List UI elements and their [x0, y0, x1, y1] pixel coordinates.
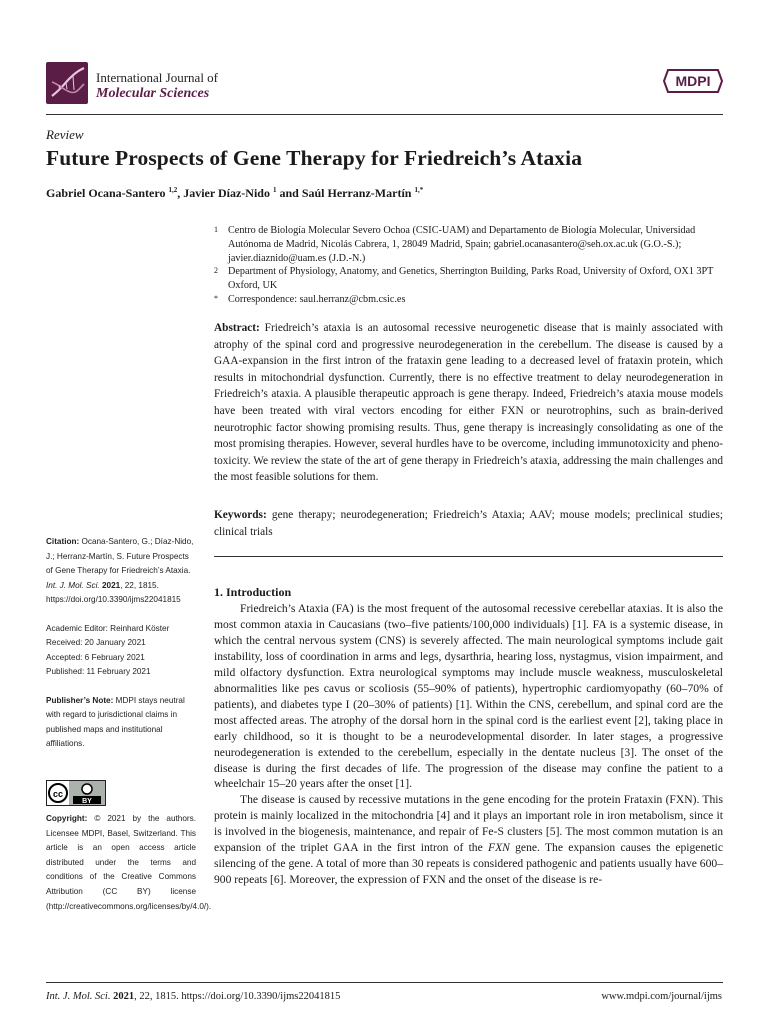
paragraph-text: gene. The expansion causes the epigenetic silencing of the gene. A total of more than 30 repeats is considered pathogenic and patients usually have 600–900 repeats [6]. Moreover, the expression of FXN and the onset of the disease is re- — [214, 841, 723, 887]
affiliation-item — [214, 224, 724, 265]
affiliation-text: Correspondence: saul.herranz@cbm.csic.es — [228, 293, 406, 305]
author-list — [46, 186, 726, 201]
journal-logo — [46, 62, 88, 104]
footer-journal-url[interactable]: www.mdpi.com/journal/ijms — [601, 991, 722, 1002]
journal-name-line2: Molecular Sciences — [96, 86, 210, 101]
affiliation-text: Department of Physiology, Anatomy, and Genetics, Sherrington Building, Parks Road, University of Oxford, OX1 3PT Oxford, UK — [228, 266, 714, 292]
publisher-note — [46, 694, 196, 752]
introduction-body — [214, 601, 723, 888]
article-type: Review — [46, 127, 84, 142]
author-1-affil: 1,2 — [168, 186, 178, 194]
keywords-text: gene therapy; neurodegeneration; Friedreich’s Ataxia; AAV; mouse models; preclinical studies; clinical trials — [214, 509, 723, 538]
author-2-affil: 1 — [272, 186, 277, 194]
mdpi-logo-text: MDPI — [675, 73, 711, 89]
affiliation-mark: 2 — [214, 266, 218, 276]
received-date: Received: 20 January 2021 — [46, 638, 146, 647]
abstract-text: Friedreich’s ataxia is an autosomal recessive neurogenetic disease that is mainly associated with atrophy of the spinal cord and progressive neurodegeneration in the cerebellum. The disease is caused by a GAA-expansion in the first intron of the frataxin gene leading to a decreased level of frataxin protein, which results in mitochondrial dysfunction. Currently, there is no effective treatment to delay neurodegeneration in Friedreich’s ataxia. A plausible therapeutic approach is gene therapy. Indeed, Friedreich’s ataxia mouse models have been treated with viral vectors encoding for either FXN or neurotrophins, such as brain-derived neurotrophic factor showing promising results. Thus, gene therapy is increasingly consolidating as one of the most promising therapies. However, several hurdles have to be overcome, including immunotoxicity and pheno-toxicity. We review the state of the art of gene therapy in Friedreich’s ataxia, addressing the main challenges and the most feasible solutions for them. — [214, 322, 723, 484]
dates-block — [46, 622, 196, 680]
copyright-label: Copyright: — [46, 814, 88, 823]
affiliation-text: Centro de Biología Molecular Severo Ochoa (CSIC-UAM) and Departamento de Biología Molecular, Universidad Autónoma de Madrid, Nicolás Cabrera, 1, 28049 Madrid, Spain; gabriel.ocanasantero@seh.ox.ac.uk (G.O.-S.); javier.diaznido@uam.es (J.D.-N.) — [228, 225, 696, 264]
keywords-label: Keywords: — [214, 509, 267, 521]
author-1: Gabriel Ocana-Santero — [46, 186, 166, 200]
section-heading: 1. Introduction — [214, 585, 292, 599]
abstract — [214, 320, 723, 486]
svg-text:cc: cc — [52, 789, 64, 799]
author-separator: , — [177, 186, 184, 200]
copyright-text: © 2021 by the authors. Licensee MDPI, Basel, Switzerland. This article is an open access article distributed under the terms and conditions of the Creative Commons Attribution (CC BY) license (http://creativecommons.org/licenses/by/4.0/). — [46, 814, 212, 911]
affiliation-mark: 1 — [214, 225, 218, 234]
citation-doi-link[interactable]: https://doi.org/10.3390/ijms22041815 — [46, 595, 181, 604]
citation-volume: , 22, 1815. — [120, 580, 159, 590]
dna-helix-icon — [46, 62, 88, 104]
by-person-icon — [82, 784, 92, 794]
author-3: Saúl Herranz-Martín — [301, 186, 412, 200]
citation-journal: Int. J. Mol. Sci. — [46, 580, 100, 590]
affiliation-item — [214, 265, 724, 293]
footer-year: 2021 — [113, 991, 135, 1002]
footer-citation — [46, 991, 340, 1002]
article-sidebar — [46, 535, 196, 766]
accepted-date: Accepted: 6 February 2021 — [46, 652, 145, 662]
citation-year: 2021 — [101, 580, 121, 590]
citation-block — [46, 535, 196, 608]
header-divider — [46, 114, 723, 115]
author-2: Javier Díaz-Nido — [183, 186, 270, 200]
author-3-affil: 1,* — [414, 186, 424, 194]
published-date: Published: 11 February 2021 — [46, 667, 151, 676]
academic-editor: Academic Editor: Reinhard Köster — [46, 623, 170, 633]
paragraph — [214, 792, 723, 888]
author-and: and — [276, 186, 302, 200]
citation-text: Ocana-Santero, G.; Díaz-Nido, J.; Herranz-Martín, S. Future Prospects of Gene Therapy for Friedreich’s Ataxia. — [46, 537, 194, 575]
publisher-note-text: MDPI stays neutral with regard to jurisdictional claims in published maps and institutional affiliations. — [46, 695, 185, 748]
article-title: Future Prospects of Gene Therapy for Friedreich’s Ataxia — [46, 146, 583, 170]
abstract-label: Abstract: — [214, 322, 260, 334]
cc-by-license-badge[interactable] — [46, 780, 106, 806]
journal-name-line1: International Journal of — [96, 70, 219, 85]
abstract-divider — [214, 556, 723, 557]
paragraph-text: The disease is caused by recessive mutations in the gene encoding for the protein Frataxin (FXN). This protein is mainly localized in the mitochondria [4] and it plays an important role in iron metabolism, since it is involved in the biogenesis, maintenance, and repair of Fe-S clusters [5]. The most common mutation is an expansion of the triplet GAA in the first intron of the — [214, 793, 723, 855]
affiliations — [214, 224, 724, 307]
citation-label: Citation: — [46, 537, 80, 546]
paragraph: Friedreich’s Ataxia (FA) is the most frequent of the autosomal recessive cerebellar ataxias. It is also the most common ataxia in Caucasians (two–five patients/100,000 individuals) [1]. FA is a systemic disease, in which the central nervous system (CNS) is severely affected. The main neurological symptoms include gait instability, loss of coordination in arms and legs, dysarthria, hearing loss, nystagmus, vision impairment, and mild olfactory dysfunction. Extra neurological symptoms may include muscle weakness, musculoskeletal abnormalities like pes cavus or scoliosis (55–90% of patients), hypertrophic cardiomyopathy (60–70% of patients), and diabetes type I (20–30% of patients) [1]. Within the CNS, cerebellum, and spinal cord are the most affected areas. The atrophy of the dorsal horn in the spinal cord is the earliest event [2], taking place in early childhood, so it is thought to be a neurodevelopmental disorder. In later stages, a progressive neurodegeneration is extended to the cerebellum, especially in the dentate nucleus [3]. The onset of the disease is during the first decades of life. The progression of the disease may confine the patient to a wheelchair 15–20 years after the onset [1]. — [214, 602, 723, 791]
footer-journal: Int. J. Mol. Sci. — [46, 991, 111, 1002]
copyright-notice — [46, 812, 212, 914]
footer-divider — [46, 982, 723, 983]
publisher-note-label: Publisher’s Note: — [46, 695, 114, 705]
mdpi-logo — [662, 66, 724, 96]
journal-name — [96, 70, 356, 102]
affiliation-item — [214, 293, 724, 307]
keywords — [214, 507, 723, 540]
footer-doi[interactable]: , 22, 1815. https://doi.org/10.3390/ijms22041815 — [134, 991, 341, 1002]
gene-name: FXN — [487, 841, 510, 855]
affiliation-mark: * — [214, 293, 218, 303]
cc-by-text: BY — [82, 798, 92, 805]
